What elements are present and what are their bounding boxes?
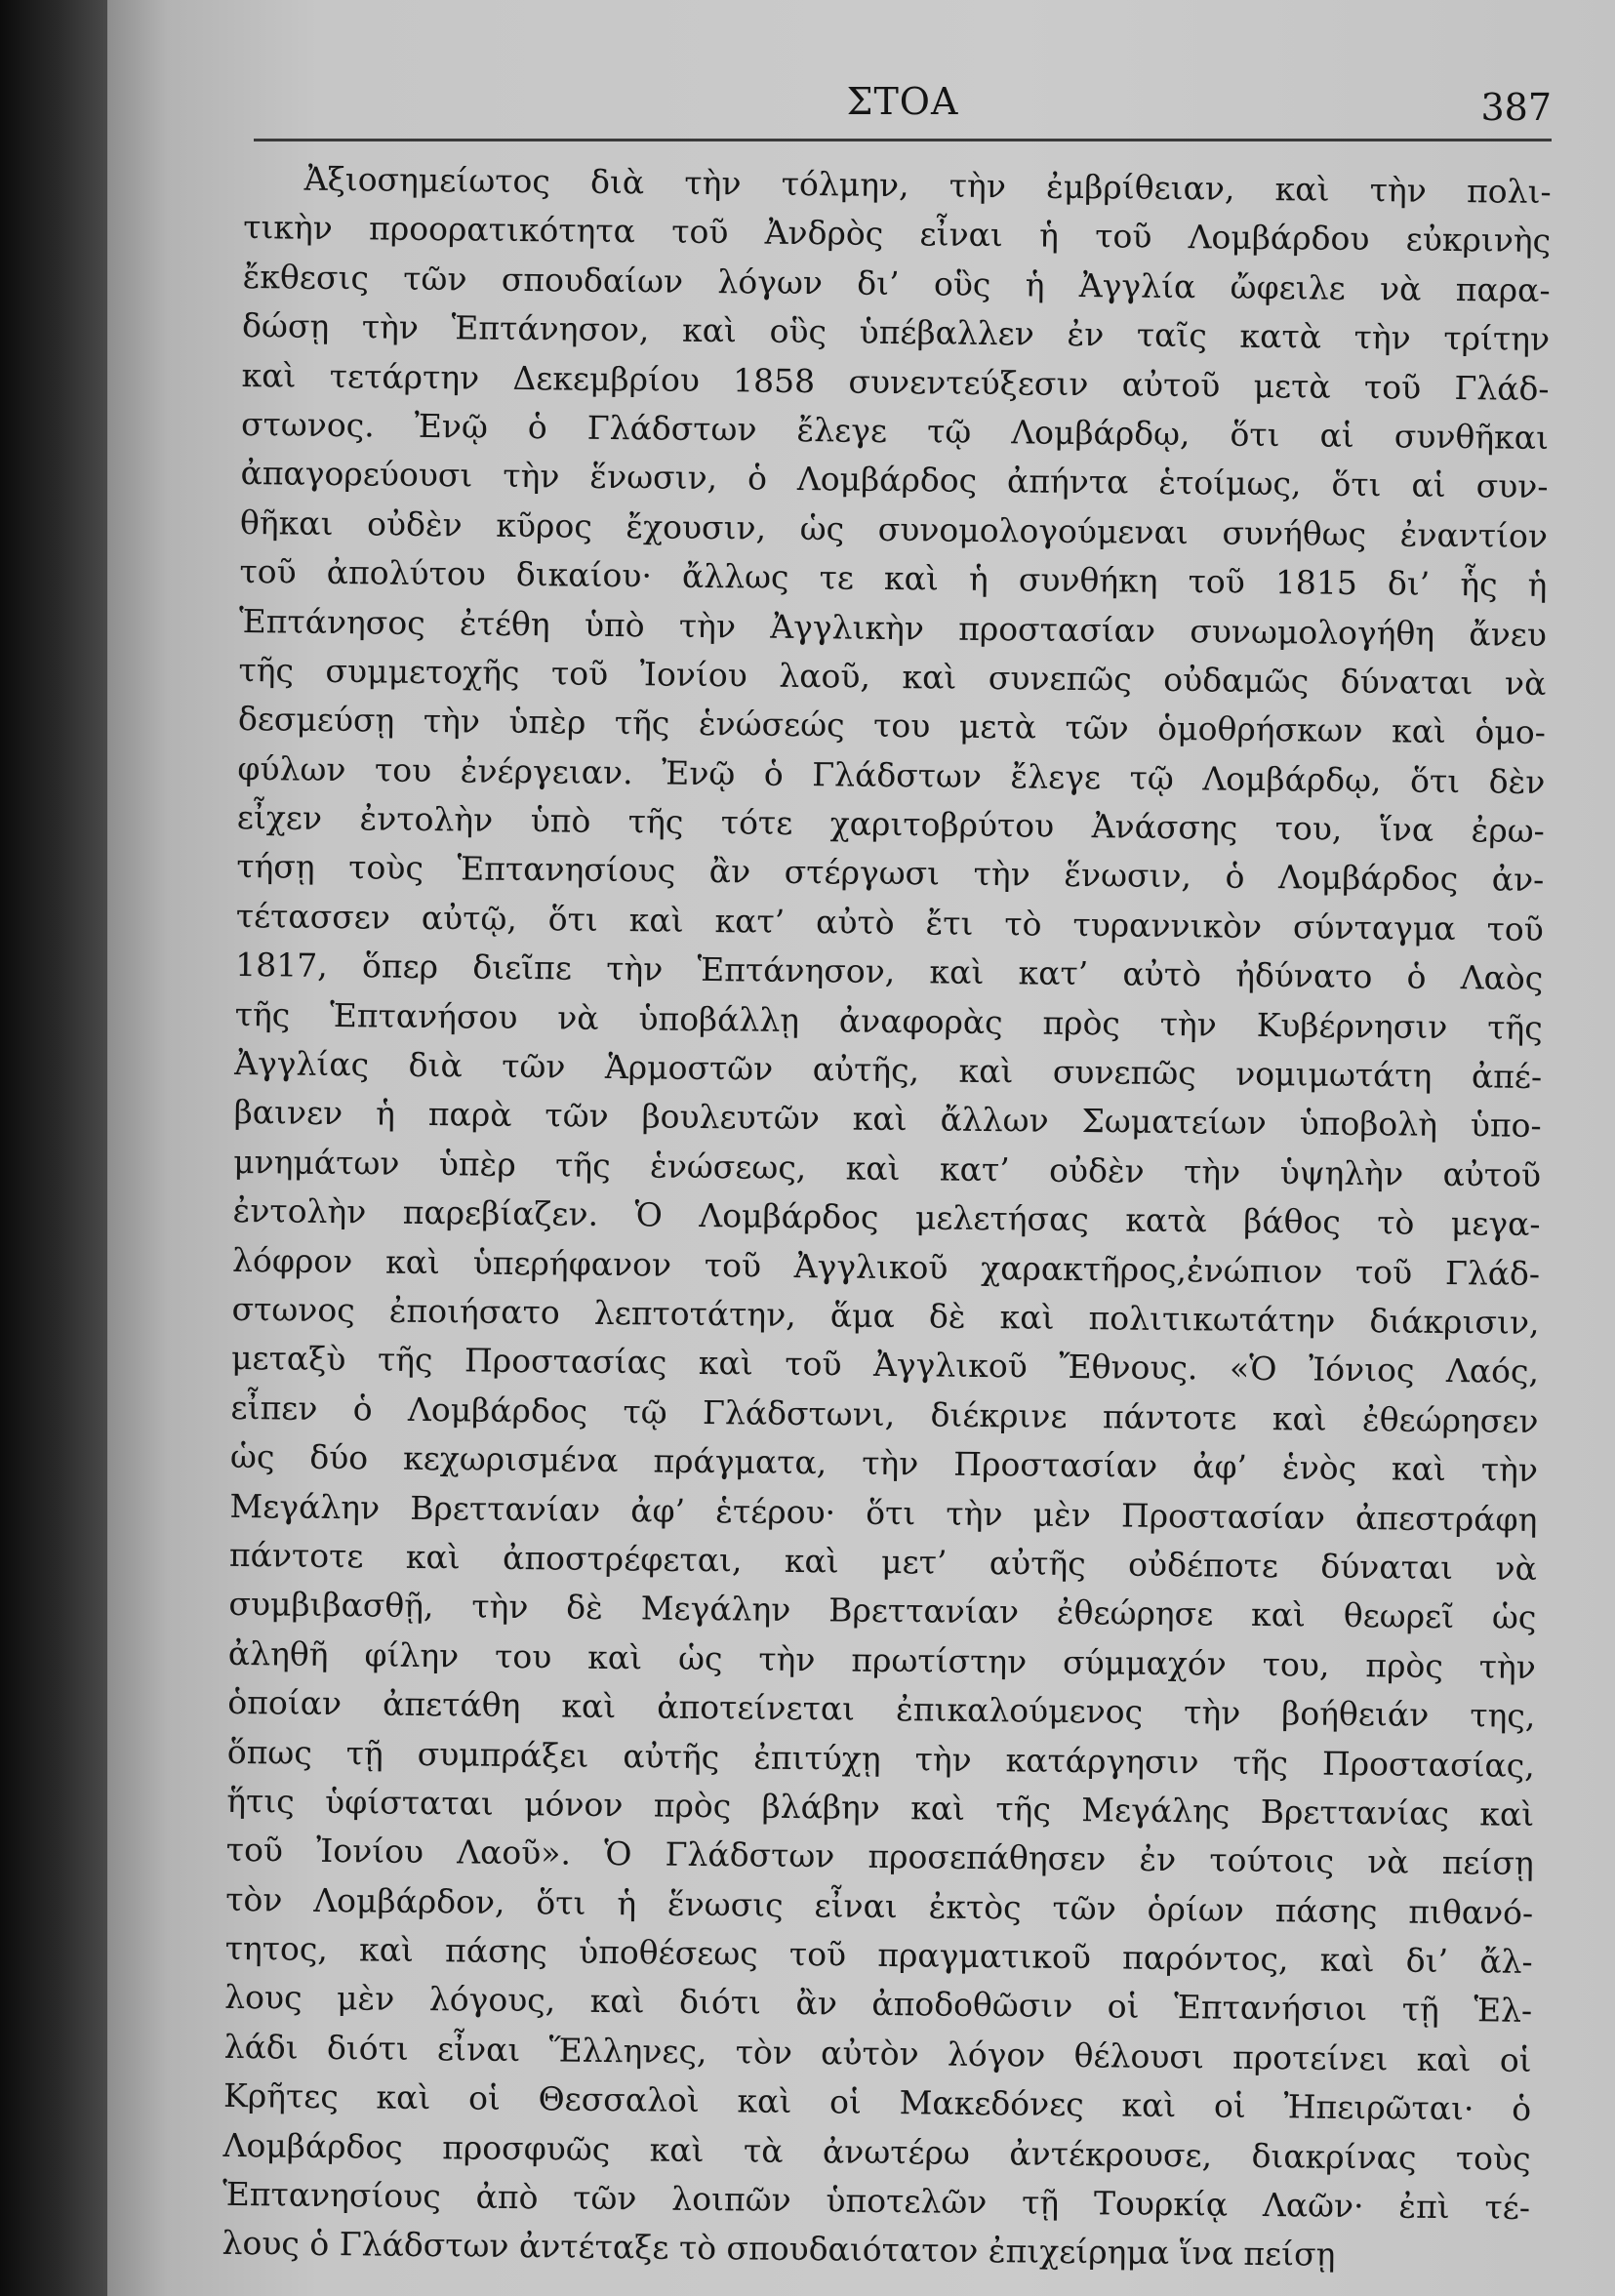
text-line: ἐντολὴν παρεβίαζεν. Ὁ Λομβάρδος μελετήσας κατὰ βάθος τὸ μεγα-	[232, 1191, 1541, 1244]
text-line: λους μὲν λόγους, καὶ διότι ἂν ἀποδοθῶσιν οἱ Ἑπτανήσιοι τῇ Ἑλ-	[224, 1978, 1533, 2031]
text-line: ἔκθεσις τῶν σπουδαίων λόγων δι’ οὓς ἡ Ἀγγλία ὤφειλε νὰ παρα-	[242, 257, 1551, 309]
text-line: ἥτις ὑφίσταται μόνον πρὸς βλάβην καὶ τῆς Μεγάλης Βρεττανίας καὶ	[226, 1781, 1535, 1833]
book-binding-shadow	[0, 0, 107, 2296]
text-line: τὸν Λομβάρδον, ὅτι ἡ ἕνωσις εἶναι ἐκτὸς τῶν ὁρίων πάσης πιθανό-	[225, 1879, 1534, 1932]
text-line: τοῦ Ἰονίου Λαοῦ». Ὁ Γλάδστων προσεπάθησεν ἐν τούτοις νὰ πείσῃ	[225, 1831, 1534, 1883]
text-line: Μεγάλην Βρεττανίαν ἀφ’ ἑτέρου· ὅτι τὴν μὲν Προστασίαν ἀπεστράφη	[229, 1486, 1538, 1539]
page-header	[254, 80, 1552, 142]
text-line: ὡς δύο κεχωρισμένα πράγματα, τὴν Προστασίαν ἀφ’ ἑνὸς καὶ τὴν	[229, 1437, 1539, 1490]
text-line: τοῦ ἀπολύτου δικαίου· ἄλλως τε καὶ ἡ συνθήκη τοῦ 1815 δι’ ἧς ἡ	[239, 552, 1548, 605]
text-line: μνημάτων ὑπὲρ τῆς ἑνώσεως, καὶ κατ’ οὐδὲν τὴν ὑψηλὴν αὐτοῦ	[232, 1142, 1542, 1194]
text-line: Ἑπτάνησος ἐτέθη ὑπὸ τὴν Ἀγγλικὴν προστασίαν συνωμολογήθη ἄνευ	[238, 601, 1548, 654]
text-line: τῆς συμμετοχῆς τοῦ Ἰονίου λαοῦ, καὶ συνεπῶς οὐδαμῶς δύναται νὰ	[238, 650, 1547, 703]
text-line: λους ὁ Γλάδστων ἀντέταξε τὸ σπουδαιότατον ἐπιχείρημα ἵνα πείσῃ	[222, 2224, 1336, 2275]
text-line: Κρῆτες καὶ οἱ Θεσσαλοὶ καὶ οἱ Μακεδόνες καὶ οἱ Ἠπειρῶται· ὁ	[222, 2076, 1532, 2129]
text-line: λάδι διότι εἶναι Ἕλληνες, τὸν αὐτὸν λόγον θέλουσι προτείνει καὶ οἱ	[223, 2027, 1532, 2079]
text-line: λόφρον καὶ ὑπερήφανον τοῦ Ἀγγλικοῦ χαρακτῆρος,ἐνώπιον τοῦ Γλάδ-	[231, 1240, 1541, 1293]
text-line: ἀληθῆ φίλην του καὶ ὡς τὴν πρωτίστην σύμμαχόν του, πρὸς τὴν	[227, 1633, 1537, 1686]
text-line: φύλων του ἐνέργειαν. Ἐνῷ ὁ Γλάδστων ἔλεγε τῷ Λομβάρδῳ, ὅτι δὲν	[237, 748, 1546, 801]
text-line: Ἀξιοσημείωτος διὰ τὴν τόλμην, τὴν ἐμβρίθειαν, καὶ τὴν πολι-	[303, 159, 1552, 212]
page-number: 387	[1480, 86, 1552, 129]
text-line: ὅπως τῇ συμπράξει αὐτῆς ἐπιτύχῃ τὴν κατάργησιν τῆς Προστασίας,	[226, 1732, 1535, 1785]
text-line: εἶπεν ὁ Λομβάρδος τῷ Γλάδστωνι, διέκρινε πάντοτε καὶ ἐθεώρησεν	[230, 1388, 1539, 1440]
text-line: τητος, καὶ πάσης ὑποθέσεως τοῦ πραγματικοῦ παρόντος, καὶ δι’ ἄλ-	[224, 1928, 1533, 1981]
text-line: ἀπαγορεύουσι τὴν ἕνωσιν, ὁ Λομβάρδος ἀπήντα ἑτοίμως, ὅτι αἱ συν-	[240, 454, 1549, 506]
text-line: τήσῃ τοὺς Ἑπτανησίους ἂν στέργωσι τὴν ἕνωσιν, ὁ Λομβάρδος ἀν-	[236, 847, 1545, 900]
header-rule	[254, 139, 1552, 141]
text-line: τέτασσεν αὐτῷ, ὅτι καὶ κατ’ αὐτὸ ἔτι τὸ τυραννικὸν σύνταγμα τοῦ	[235, 896, 1544, 948]
text-line: ὁποίαν ἀπετάθη καὶ ἀποτείνεται ἐπικαλούμενος τὴν βοήθειάν της,	[227, 1683, 1536, 1736]
text-line: βαινεν ἡ παρὰ τῶν βουλευτῶν καὶ ἄλλων Σωματείων ὑποβολὴ ὑπο-	[233, 1093, 1542, 1146]
text-line: 1817, ὅπερ διεῖπε τὴν Ἑπτάνησον, καὶ κατ’ αὐτὸ ἠδύνατο ὁ Λαὸς	[235, 946, 1544, 998]
text-line: Ἀγγλίας διὰ τῶν Ἁρμοστῶν αὐτῆς, καὶ συνεπῶς νομιμωτάτη ἀπέ-	[234, 1043, 1543, 1097]
text-line: τικὴν προορατικότητα τοῦ Ἀνδρὸς εἶναι ἡ τοῦ Λομβάρδου εὐκρινὴς	[243, 208, 1552, 261]
text-line: δεσμεύσῃ τὴν ὑπὲρ τῆς ἑνώσεώς του μετὰ τῶν ὁμοθρήσκων καὶ ὁμο-	[237, 700, 1547, 752]
text-line: στωνος ἐποιήσατο λεπτοτάτην, ἅμα δὲ καὶ πολιτικωτάτην διάκρισιν,	[231, 1289, 1540, 1342]
text-line: πάντοτε καὶ ἀποστρέφεται, καὶ μετ’ αὐτῆς οὐδέποτε δύναται νὰ	[228, 1535, 1538, 1588]
book-page	[107, 0, 1615, 2296]
text-line: Ἑπτανησίους ἀπὸ τῶν λοιπῶν ὑποτελῶν τῇ Τουρκίᾳ Λαῶν· ἐπὶ τέ-	[222, 2174, 1531, 2227]
text-line: Λομβάρδος προσφυῶς καὶ τὰ ἀνωτέρω ἀντέκρουσε, διακρίνας τοὺς	[222, 2125, 1531, 2178]
running-title: ΣΤΟΑ	[846, 80, 959, 123]
text-line: μεταξὺ τῆς Προστασίας καὶ τοῦ Ἀγγλικοῦ Ἔθνους. «Ὁ Ἰόνιος Λαός,	[230, 1339, 1540, 1391]
text-line: δώσῃ τὴν Ἑπτάνησον, καὶ οὓς ὑπέβαλλεν ἐν ταῖς κατὰ τὴν τρίτην	[241, 306, 1551, 359]
text-line: τῆς Ἑπτανήσου νὰ ὑποβάλλῃ ἀναφορὰς πρὸς τὴν Κυβέρνησιν τῆς	[234, 994, 1543, 1047]
text-line: στωνος. Ἐνῷ ὁ Γλάδστων ἔλεγε τῷ Λομβάρδῳ, ὅτι αἱ συνθῆκαι	[240, 404, 1550, 457]
body-text	[222, 154, 1552, 2282]
text-line: καὶ τετάρτην Δεκεμβρίου 1858 συνεντεύξεσιν αὐτοῦ μετὰ τοῦ Γλάδ-	[241, 355, 1550, 408]
text-line: εἶχεν ἐντολὴν ὑπὸ τῆς τότε χαριτοβρύτου Ἀνάσσης του, ἵνα ἐρω-	[236, 798, 1546, 851]
text-line: συμβιβασθῇ, τὴν δὲ Μεγάλην Βρεττανίαν ἐθεώρησε καὶ θεωρεῖ ὡς	[228, 1585, 1537, 1637]
text-line: θῆκαι οὐδὲν κῦρος ἔχουσιν, ὡς συνομολογούμεναι συνήθως ἐναντίον	[239, 503, 1549, 555]
